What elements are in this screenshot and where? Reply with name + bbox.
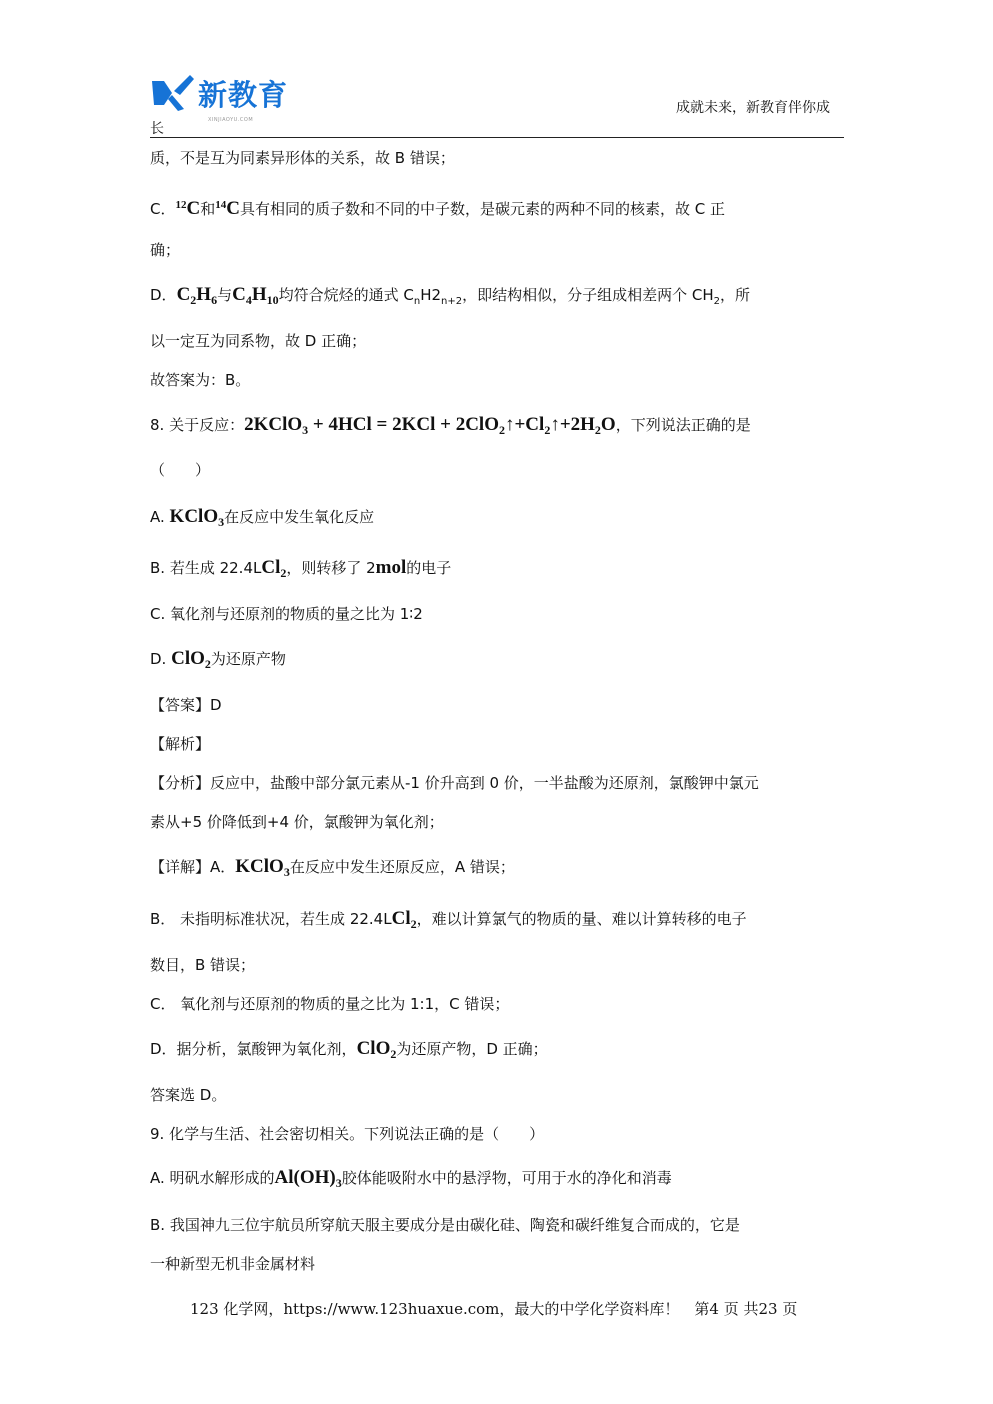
- formula-clo2: ClO$_2$: [356, 1038, 397, 1061]
- formula-cl2: $Cl_2$: [391, 908, 417, 931]
- formula-alkane-general: $_nH2_{n+2}$: [413, 286, 463, 307]
- formula-c14: $^{14}$C: [215, 198, 240, 219]
- detail-b: B． 未指明标准状况，若生成 22.4LCl$_2$，难以计算氯气的物质的量、难以计算转移的电子: [150, 908, 747, 931]
- option-c: C. 氧化剂与还原剂的物质的量之比为 1∶2: [150, 605, 423, 623]
- answer-line: 【答案】D: [150, 696, 222, 714]
- header-slogan-wrap: 长: [150, 121, 164, 137]
- formula-kclo3: KClO$_3$: [235, 856, 290, 879]
- page-footer: 123 化学网，https://www.123huaxue.com，最大的中学化学资料库！ 第4 页 共23 页: [190, 1300, 798, 1318]
- brand-logo: [150, 72, 288, 114]
- formula-cl2: $Cl_2$: [261, 557, 287, 580]
- formula-kclo3: KClO$_3$: [169, 506, 225, 529]
- unit-mol: mol: [375, 557, 407, 578]
- detail-c: C． 氧化剂与还原剂的物质的量之比为 1:1，C 错误；: [150, 995, 510, 1013]
- q9-option-b: B. 我国神九三位宇航员所穿航天服主要成分是由碳化硅、陶瓷和碳纤维复合而成的，它是: [150, 1216, 740, 1234]
- detail-b-cont: 数目，B 错误；: [150, 956, 256, 974]
- header-divider: [150, 137, 844, 138]
- formula-aloh3: $Al(OH)_3$: [274, 1167, 342, 1190]
- question-8: 8. 关于反应：2KClO$_3$ + $4HCl = 2KCl + 2ClO_2↑+Cl_2↑+2H_2O$，下列说法正确的是: [150, 414, 751, 437]
- formula-c2h6: $C_2H_6$: [176, 284, 218, 307]
- option-d: D. ClO$_2$为还原产物: [150, 648, 286, 671]
- analysis-title: 【解析】: [150, 735, 211, 753]
- analysis-line: 素从+5 价降低到+4 价，氯酸钾为氧化剂；: [150, 813, 444, 831]
- detail-d: D．据分析，氯酸钾为氧化剂，ClO$_2$为还原产物，D 正确；: [150, 1038, 548, 1061]
- question-9: 9. 化学与生活、社会密切相关。下列说法正确的是（ ）: [150, 1125, 545, 1143]
- logo-subtitle: XINJIAOYU.COM: [208, 117, 254, 123]
- text-line: C．$^{12}$C和$^{14}$C具有相同的质子数和不同的中子数，是碳元素的两种不同的核素，故 C 正: [150, 198, 725, 219]
- text-line: 故答案为：B。: [150, 371, 251, 389]
- q9-option-a: A. 明矾水解形成的$Al(OH)_3$胶体能吸附水中的悬浮物，可用于水的净化和消毒: [150, 1167, 672, 1190]
- detail-end: 答案选 D。: [150, 1086, 227, 1104]
- text-line: 质，不是互为同素异形体的关系，故 B 错误；: [150, 149, 455, 167]
- logo-text: 新教育: [198, 77, 289, 112]
- analysis-line: 【分析】反应中，盐酸中部分氯元素从-1 价升高到 0 价，一半盐酸为还原剂，氯酸钾中氯元: [150, 774, 759, 792]
- option-b: B. 若生成 22.4LCl$_2$，则转移了 2mol的电子: [150, 557, 452, 580]
- formula-c12: $^{12}$C: [175, 198, 201, 219]
- question-8-paren: （ ）: [150, 461, 211, 479]
- detail-a: 【详解】A．KClO$_3$在反应中发生还原反应，A 错误；: [150, 856, 515, 879]
- xjy-logo-icon: [150, 73, 194, 113]
- formula-c4h10: $C_4H_{10}$: [232, 284, 279, 307]
- reaction-equation: 2KClO$_3$ + $4HCl = 2KCl + 2ClO_2↑+Cl_2↑+2H_2O$: [244, 414, 616, 437]
- text-line: 以一定互为同系物，故 D 正确；: [150, 332, 367, 350]
- formula-clo2: ClO$_2$: [171, 648, 211, 671]
- text-line: 确；: [150, 241, 181, 259]
- header-slogan: 成就未来，新教育伴你成: [676, 100, 830, 116]
- option-a: A. KClO$_3$在反应中发生氧化反应: [150, 506, 375, 529]
- text-line: D．$C_2H_6$与$C_4H_{10}$均符合烷烃的通式 $C_nH2_{n+2}$，即结构相似，分子组成相差两个 $CH_2$，所: [150, 284, 751, 307]
- q9-option-b-cont: 一种新型无机非金属材料: [150, 1255, 316, 1273]
